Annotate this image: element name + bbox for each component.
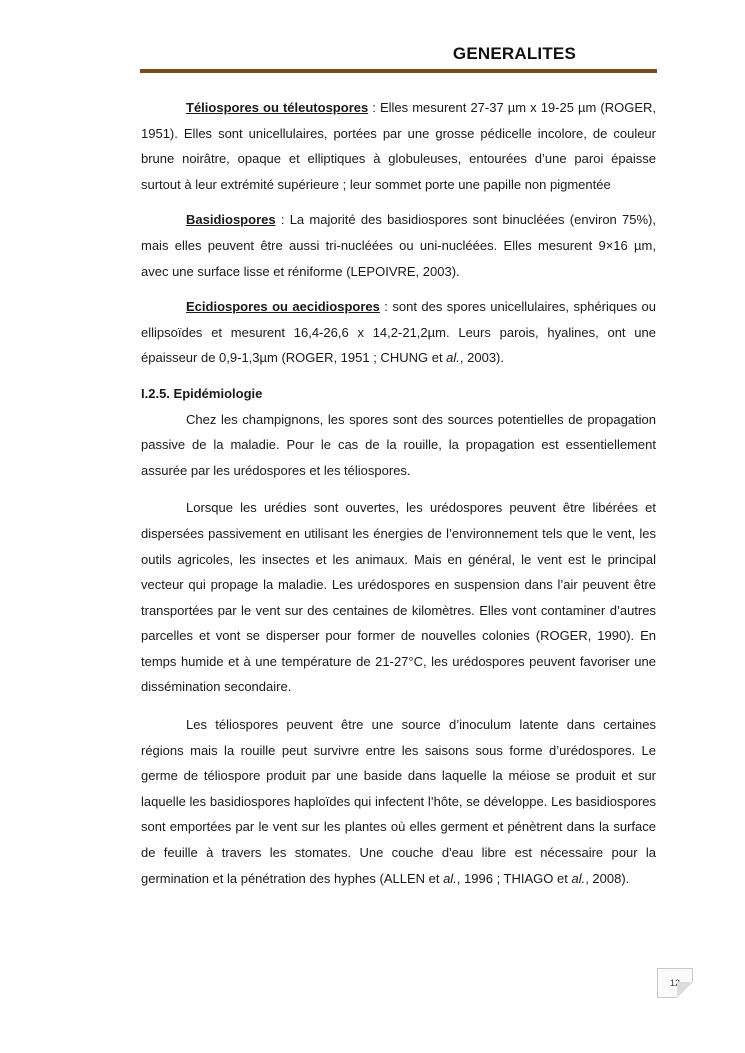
paragraph-basidiospores bbox=[141, 207, 656, 284]
ecidiospores-text-b: , 2003). bbox=[459, 350, 504, 366]
epi3-text-a: Les téliospores peuvent être une source d’inoculum latente dans certaines régions mais la rouille peut survivre entre les saisons sous forme d’urédospores. Le germe de téliospore produit par une baside dans laquelle la méiose se produit et sur laquelle les basidiospores haploïdes qui infectent l’hôte, se développe. Les basidiospores sont emportées par le vent sur les plantes où elles germent et pénètrent dans la surface de feuille à travers les stomates. Une couche d'eau libre est nécessaire pour la germination et la pénétration des hyphes (ALLEN et bbox=[141, 717, 656, 886]
section-title: I.2.5. Epidémiologie bbox=[141, 385, 263, 401]
term-teliospores: Téliospores ou téleutospores bbox=[186, 100, 369, 115]
header-rule bbox=[140, 69, 657, 73]
ecidiospores-text-a: : sont des spores unicellulaires, sphériques ou ellipsoïdes et mesurent 16,4-26,6 x 14,2-21,2µm. Leurs parois, hyalines, ont une épaisseur de 0,9-1,3µm (ROGER, 1951 ; CHUNG et bbox=[141, 299, 657, 366]
document-body bbox=[141, 95, 656, 891]
ecidiospores-etal: al. bbox=[446, 350, 460, 366]
paragraph-epidemiology-2: Lorsque les urédies sont ouvertes, les urédospores peuvent être libérées et dispersées passivement en utilisant les énergies de l’environnement tels que le vent, les outils agricoles, les insectes et les animaux. Mais en général, le vent est le principal vecteur qui propage la maladie. Les urédospores en suspension dans l’air peuvent être transportées par le vent sur des centaines de kilomètres. Elles vont contaminer d’autres parcelles et vont se disperser pour former de nouvelles colonies (ROGER, 1990). En temps humide et à une température de 21-27°C, les urédospores peuvent favoriser une dissémination secondaire. bbox=[141, 500, 656, 695]
basidiospores-text: : La majorité des basidiospores sont binucléées (environ 75%), mais elles peuvent être aussi tri-nucléées ou uni-nucléées. Elles mesurent 9×16 µm, avec une surface lisse et réniforme (LEPOIVRE, 2003). bbox=[141, 212, 656, 279]
epi3-etal-1: al. bbox=[443, 870, 457, 886]
term-basidiospores: Basidiospores bbox=[186, 212, 276, 228]
page-header-title: GENERALITES bbox=[452, 44, 576, 63]
paragraph-teliospores bbox=[141, 95, 656, 197]
epi3-text-c: , 2008). bbox=[585, 870, 630, 886]
epi3-etal-2: al. bbox=[571, 870, 586, 886]
epi3-text-b: , 1996 ; THIAGO et bbox=[456, 870, 572, 886]
paragraph-epidemiology-1: Chez les champignons, les spores sont des sources potentielles de propagation passive de la maladie. Pour le cas de la rouille, la propagation est essentiellement assurée par les urédospores et les téliospores. bbox=[141, 411, 656, 478]
page-number: 12 bbox=[657, 968, 693, 998]
teliospores-text: : Elles mesurent 27-37 µm x 19-25 µm (ROGER, 1951). Elles sont unicellulaires, portées par une grosse pédicelle incolore, de couleur brune noirâtre, opaque et elliptiques à globuleuses, entourées d’une paroi épaisse surtout à leur extrémité supérieure ; leur sommet porte une papille non pigmentée bbox=[141, 100, 656, 192]
paragraph-epidemiology-3 bbox=[141, 712, 656, 891]
term-ecidiospores: Ecidiospores ou aecidiospores bbox=[186, 299, 380, 315]
paragraph-ecidiospores bbox=[141, 294, 656, 371]
